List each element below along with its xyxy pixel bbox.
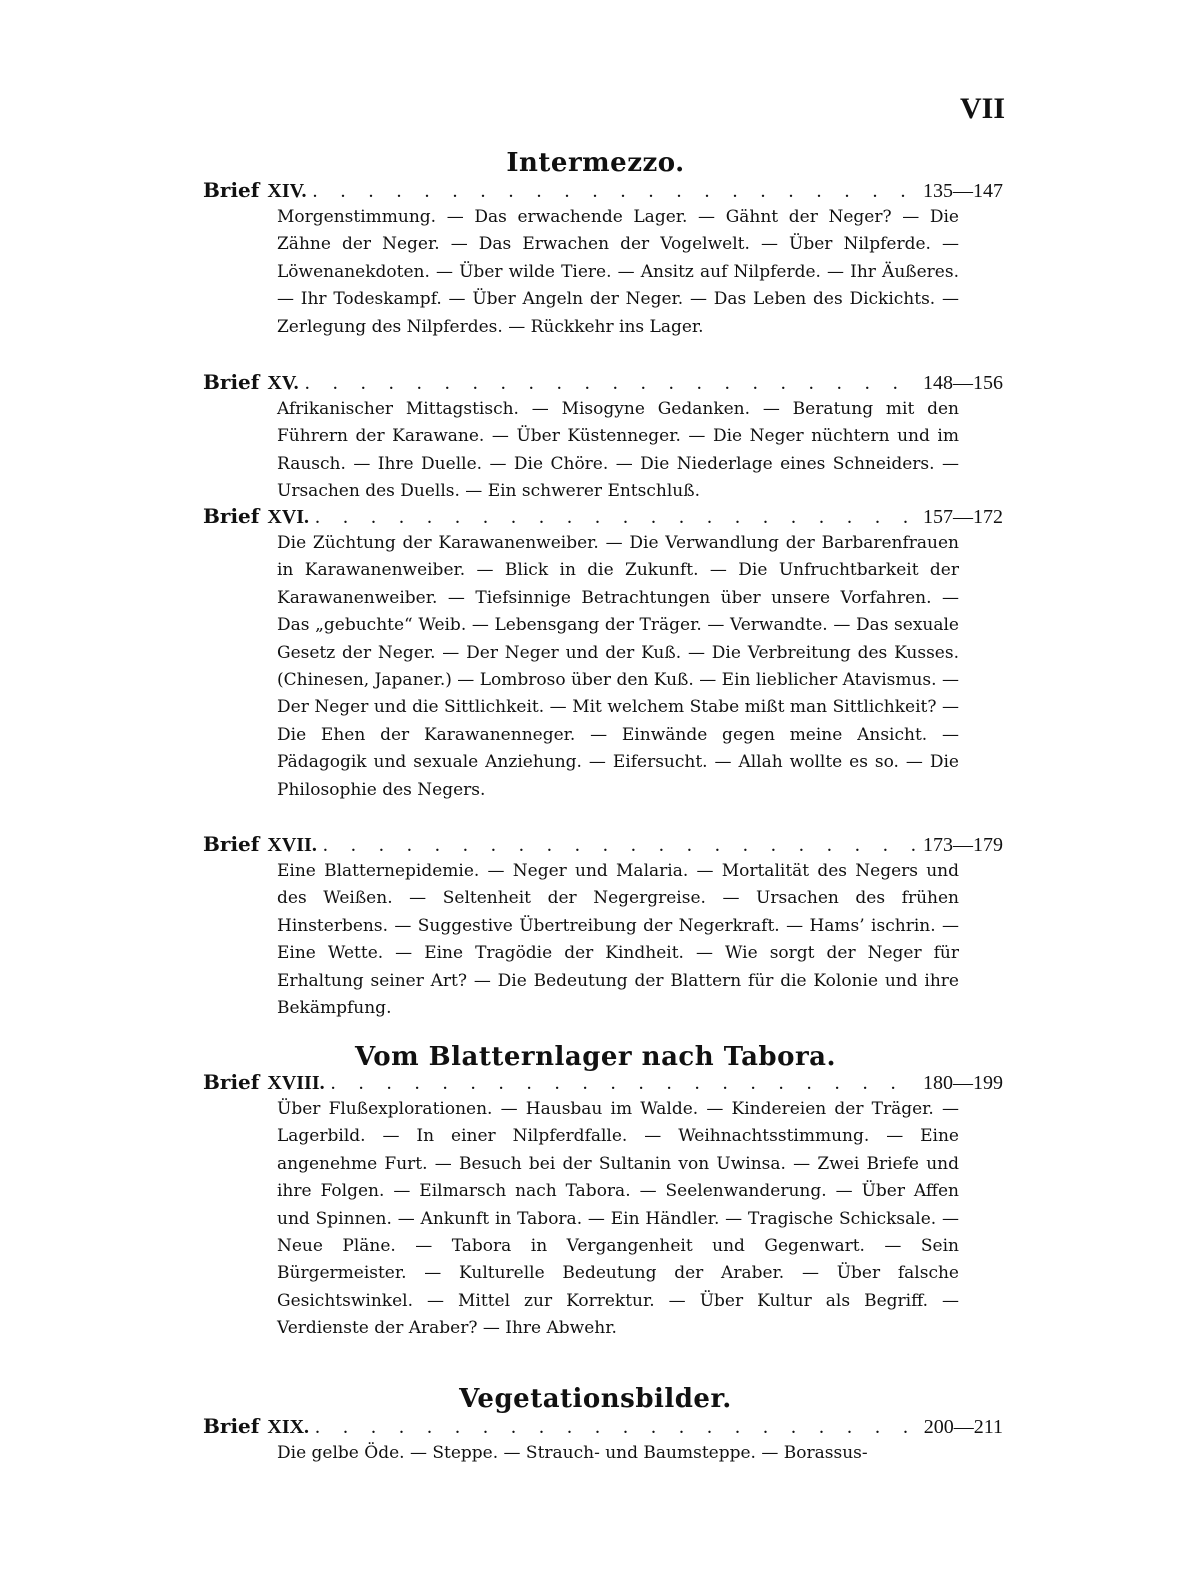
entry-summary-brief-xix: Die gelbe Öde. — Steppe. — Strauch- und Baumsteppe. — Borassus- [277,1443,868,1463]
toc-entry-brief-xvii [203,832,1003,860]
toc-entry-brief-xv [203,370,1003,398]
entry-label: Brief [203,1070,260,1094]
page-number: VII [959,92,1005,125]
leader-dots [331,1072,917,1095]
entry-label: Brief [203,1414,260,1438]
entry-pages: 173—179 [923,834,1003,856]
entry-number: XIV. [267,180,307,202]
leader-dots [315,1416,918,1439]
entry-summary-brief-xvi: Die Züchtung der Karawanenweiber. — Die Verwandlung der Barbarenfrauen in Karawanenweiber. — Blick in die Zukunft. — Die Unfruchtbarkeit der Karawanenweiber. — Tiefsinnige Betrachtungen über unsere Vorfahren. — Das „gebuchte“ Weib. — Lebensgang der Träger. — Verwandte. — Das sexuale Gesetz der Neger. — Der Neger und der Kuß. — Die Verbreitung des Kusses. (Chinesen, Japaner.) — Lombroso über den Kuß. — Ein lieblicher Atavismus. — Der Neger und die Sittlichkeit. — Mit welchem Stabe mißt man Sittlichkeit? — Die Ehen der Karawanenneger. — Einwände gegen meine Ansicht. — Pädagogik und sexuale Anziehung. — Eifersucht. — Allah wollte es so. — Die Philosophie des Negers. [277,533,959,800]
entry-summary-brief-xviii: Über Flußexplorationen. — Hausbau im Walde. — Kindereien der Träger. — Lagerbild. — In einer Nilpferdfalle. — Weihnachtsstimmung. — Eine angenehme Furt. — Besuch bei der Sultanin von Uwinsa. — Zwei Briefe und ihre Folgen. — Eilmarsch nach Tabora. — Seelenwanderung. — Über Affen und Spinnen. — Ankunft in Tabora. — Ein Händler. — Tragische Schicksale. — Neue Pläne. — Tabora in Vergangenheit und Gegenwart. — Sein Bürgermeister. — Kulturelle Bedeutung der Araber. — Über falsche Gesichtswinkel. — Mittel zur Korrektur. — Über Kultur als Begriff. — Verdienste der Araber? — Ihre Abwehr. [277,1099,959,1339]
entry-summary-brief-xv: Afrikanischer Mittagstisch. — Misogyne Gedanken. — Beratung mit den Führern der Karawane. — Über Küstenneger. — Die Neger nüchtern und im Rausch. — Ihre Duelle. — Die Chöre. — Die Niederlage eines Schneiders. — Ursachen des Duells. — Ein schwerer Entschluß. [277,399,959,502]
leader-dots [312,180,917,203]
entry-pages: 135—147 [923,180,1003,202]
section-heading-vegetation: Vegetationsbilder. [459,1384,732,1414]
leader-dots [305,372,917,395]
entry-label: Brief [203,178,260,202]
entry-number: XVIII. [267,1072,325,1094]
entry-label: Brief [203,370,260,394]
entry-number: XVII. [267,834,317,856]
entry-pages: 200—211 [923,1416,1003,1438]
entry-summary-brief-xiv: Morgenstimmung. — Das erwachende Lager. — Gähnt der Neger? — Die Zähne der Neger. — Das Erwachen der Vogelwelt. — Über Nilpferde. — Löwenanekdoten. — Über wilde Tiere. — Ansitz auf Nilpferde. — Ihr Äußeres. — Ihr Todeskampf. — Über Angeln der Neger. — Das Leben des Dickichts. — Zerlegung des Nilpferdes. — Rückkehr ins Lager. [277,207,959,337]
entry-number: XV. [267,372,299,394]
entry-label: Brief [203,832,260,856]
leader-dots [323,834,917,857]
entry-pages: 157—172 [923,506,1003,528]
section-heading-blatternlager: Vom Blatternlager nach Tabora. [354,1042,837,1072]
toc-entry-brief-xvi [203,504,1003,532]
entry-label: Brief [203,504,260,528]
entry-number: XIX. [267,1416,310,1438]
entry-summary-brief-xvii: Eine Blatternepidemie. — Neger und Malaria. — Mortalität des Negers und des Weißen. — Seltenheit der Negergreise. — Ursachen des frühen Hinsterbens. — Suggestive Übertreibung der Negerkraft. — Hams’ ischrin. — Eine Wette. — Eine Tragödie der Kindheit. — Wie sorgt der Neger für Erhaltung seiner Art? — Die Bedeutung der Blattern für die Kolonie und ihre Bekämpfung. [277,861,959,1019]
toc-entry-brief-xviii [203,1070,1003,1098]
toc-entry-brief-xiv [203,178,1003,206]
entry-pages: 180—199 [923,1072,1003,1094]
entry-number: XVI. [267,506,310,528]
entry-pages: 148—156 [923,372,1003,394]
toc-entry-brief-xix [203,1414,1003,1442]
section-heading-intermezzo: Intermezzo. [506,148,685,178]
leader-dots [315,506,917,529]
